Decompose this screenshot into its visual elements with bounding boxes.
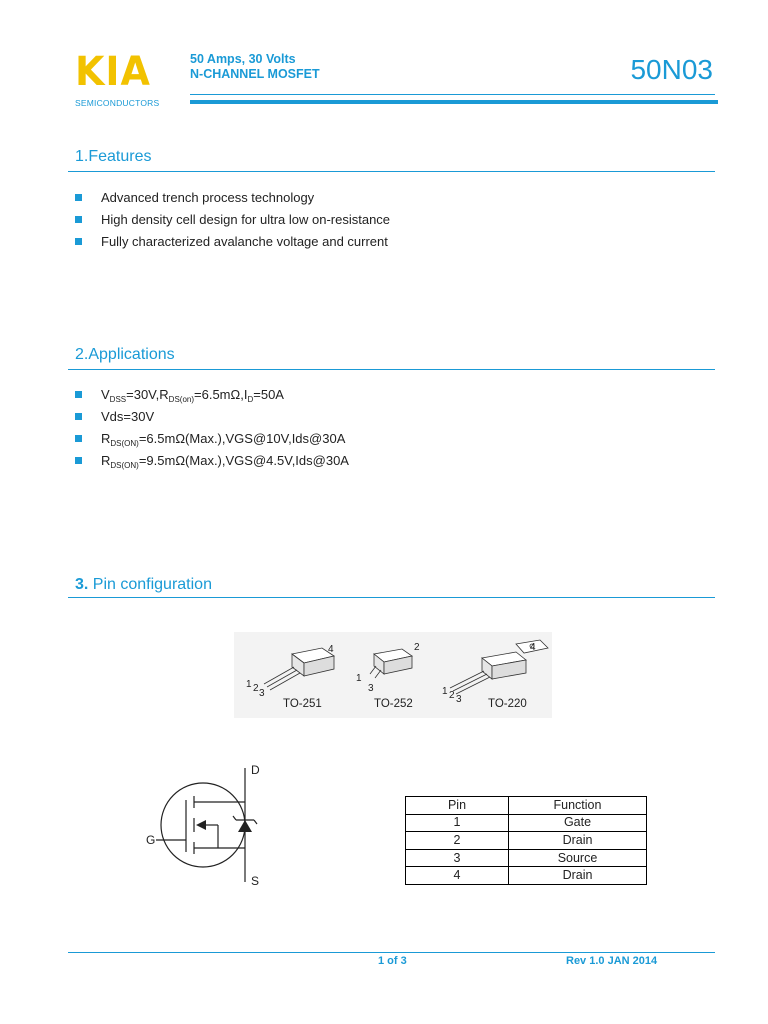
function-cell: Source <box>509 849 647 867</box>
mosfet-symbol-diagram <box>140 760 290 890</box>
drain-terminal-label: D <box>251 763 260 777</box>
table-row <box>406 814 647 832</box>
logo-subtitle: SEMICONDUCTORS <box>75 98 160 108</box>
source-terminal-label: S <box>251 874 260 888</box>
bullet-square-icon <box>75 216 82 223</box>
footer-divider <box>68 952 715 953</box>
column-header: Pin <box>406 797 509 815</box>
list-item: Vds=30V <box>75 407 349 429</box>
features-heading: 1.Features <box>75 148 152 165</box>
pin-number-label: 1 <box>442 686 448 697</box>
subtitle-type: N-CHANNEL MOSFET <box>190 67 320 81</box>
pin-function-table <box>405 796 647 885</box>
bullet-square-icon <box>75 391 82 398</box>
spec-summary: $V_{DSS}=30V,R_{DS(on)}=6.5m\Omega,I_D=50A$ <box>101 387 284 404</box>
features-list <box>75 188 390 254</box>
package-label: TO-220 <box>488 698 527 710</box>
logo-wordmark: KIA <box>75 49 151 95</box>
pin-number-label: 4 <box>328 644 334 655</box>
pin-number-label: 2 <box>449 690 455 701</box>
pin-number-label: 3 <box>368 683 374 694</box>
revision-label: Rev 1.0 JAN 2014 <box>566 955 658 967</box>
part-number: 50N03 <box>630 54 713 85</box>
list-item: Fully characterized avalanche voltage and current <box>75 232 390 254</box>
list-item: $R_{DS(ON)}=9.5m\Omega(Max.),VGS@4.5V,Ids@30A$ <box>75 451 349 473</box>
applications-list <box>75 385 349 473</box>
pin-number-label: 1 <box>246 679 252 690</box>
pin-number-label: 2 <box>414 642 420 653</box>
pin-cell: 2 <box>406 832 509 850</box>
bullet-square-icon <box>75 413 82 420</box>
list-item: High density cell design for ultra low on-resistance <box>75 210 390 232</box>
document-subtitle <box>190 52 320 82</box>
header-divider-thick <box>190 100 718 104</box>
table-row <box>406 867 647 885</box>
function-cell: Drain <box>509 867 647 885</box>
header-divider-thin <box>190 94 715 95</box>
subtitle-rating: 50 Amps, 30 Volts <box>190 52 296 66</box>
pin-cell: 3 <box>406 849 509 867</box>
list-item: Advanced trench process technology <box>75 188 390 210</box>
pin-number-label: 3 <box>259 688 265 699</box>
applications-divider <box>68 369 715 370</box>
features-divider <box>68 171 715 172</box>
function-cell: Drain <box>509 832 647 850</box>
package-label: TO-251 <box>283 698 322 710</box>
applications-heading: 2.Applications <box>75 346 175 363</box>
pin-number-label: 4 <box>530 642 536 653</box>
company-logo <box>75 49 160 108</box>
pin-number-label: 2 <box>253 683 259 694</box>
bullet-square-icon <box>75 457 82 464</box>
gate-terminal-label: G <box>146 833 156 847</box>
list-item: $R_{DS(ON)}=6.5m\Omega(Max.),VGS@10V,Ids@30A$ <box>75 429 349 451</box>
table-row <box>406 849 647 867</box>
pin-config-divider <box>68 597 715 598</box>
page-number: 1 of 3 <box>378 955 407 967</box>
bullet-square-icon <box>75 238 82 245</box>
list-item <box>75 385 349 407</box>
column-header: Function <box>509 797 647 815</box>
pin-cell: 1 <box>406 814 509 832</box>
pin-number-label: 3 <box>456 694 462 705</box>
pin-cell: 4 <box>406 867 509 885</box>
table-row <box>406 832 647 850</box>
bullet-square-icon <box>75 435 82 442</box>
package-label: TO-252 <box>374 698 413 710</box>
pin-config-heading: 3. Pin configuration <box>75 576 212 593</box>
pin-number-label: 1 <box>356 673 362 684</box>
bullet-square-icon <box>75 194 82 201</box>
table-header-row <box>406 797 647 815</box>
function-cell: Gate <box>509 814 647 832</box>
